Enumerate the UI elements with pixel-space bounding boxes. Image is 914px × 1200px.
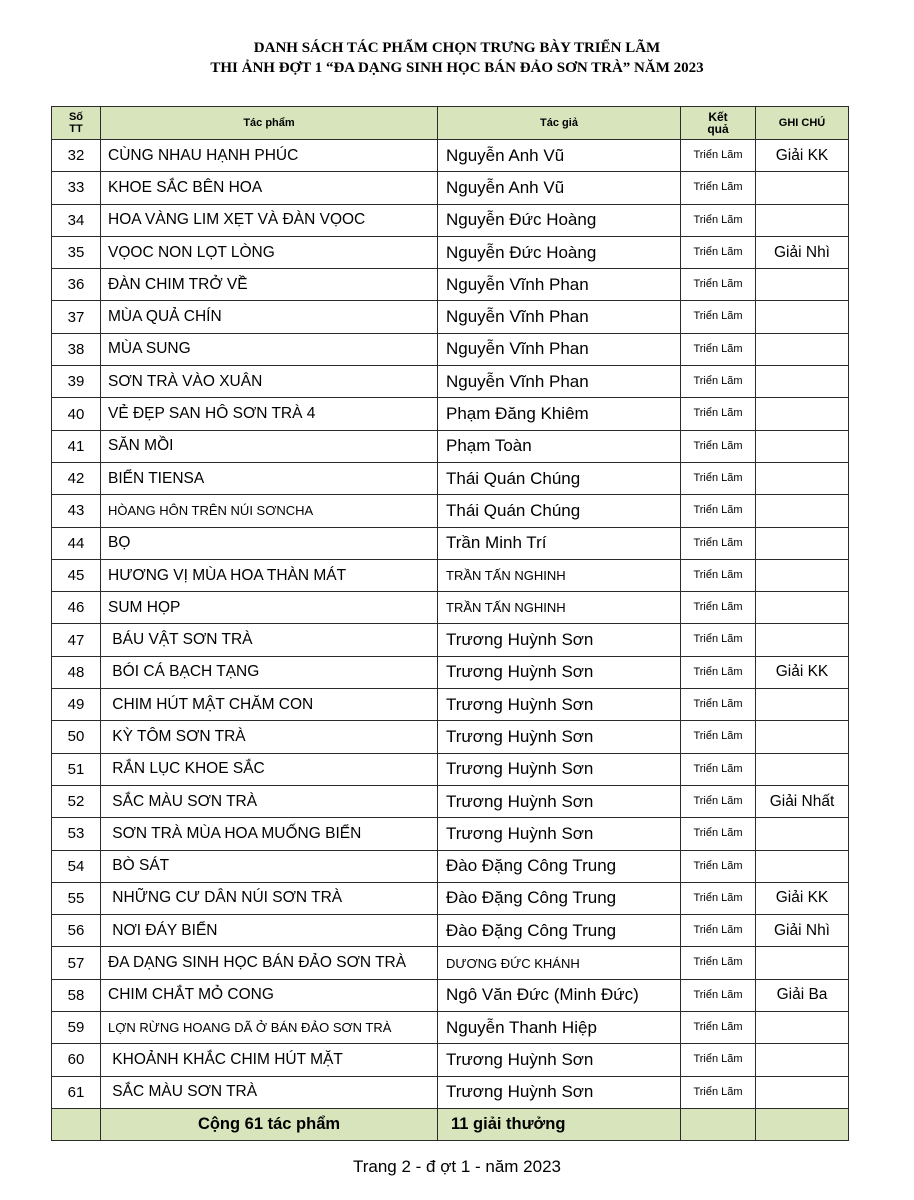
result-cell: Triển Lãm bbox=[681, 979, 756, 1011]
work-title-cell: SẮC MÀU SƠN TRÀ bbox=[101, 785, 438, 817]
work-title-cell: BIỂN TIENSA bbox=[101, 462, 438, 494]
document-title-line1: DANH SÁCH TÁC PHẨM CHỌN TRƯNG BÀY TRIỂN LÃM bbox=[253, 40, 661, 56]
stt-cell: 49 bbox=[52, 689, 101, 721]
result-cell: Triển Lãm bbox=[681, 204, 756, 236]
total-awards: 11 giải thưởng bbox=[438, 1108, 681, 1140]
note-cell bbox=[756, 624, 849, 656]
stt-cell: 41 bbox=[52, 430, 101, 462]
work-title-cell: RẮN LỤC KHOE SẮC bbox=[101, 753, 438, 785]
result-cell: Triển Lãm bbox=[681, 689, 756, 721]
work-title-cell: VẺ ĐẸP SAN HÔ SƠN TRÀ 4 bbox=[101, 398, 438, 430]
result-cell: Triển Lãm bbox=[681, 624, 756, 656]
table-row bbox=[52, 850, 849, 882]
table-row bbox=[52, 495, 849, 527]
page-footer: Trang 2 - đ ợt 1 - năm 2023 bbox=[352, 1157, 561, 1176]
table-row bbox=[52, 753, 849, 785]
work-title-cell: MÙA QUẢ CHÍN bbox=[101, 301, 438, 333]
stt-cell: 60 bbox=[52, 1044, 101, 1076]
header-result: Kết quả bbox=[681, 107, 756, 140]
stt-cell: 45 bbox=[52, 559, 101, 591]
note-cell bbox=[756, 269, 849, 301]
result-cell: Triển Lãm bbox=[681, 366, 756, 398]
work-title-cell: KỲ TÔM SƠN TRÀ bbox=[101, 721, 438, 753]
author-cell: Nguyễn Vĩnh Phan bbox=[438, 269, 681, 301]
stt-cell: 43 bbox=[52, 495, 101, 527]
work-title-cell: CHIM CHẮT MỎ CONG bbox=[101, 979, 438, 1011]
table-row bbox=[52, 624, 849, 656]
author-cell: Đào Đặng Công Trung bbox=[438, 882, 681, 914]
work-title-cell: SƠN TRÀ VÀO XUÂN bbox=[101, 366, 438, 398]
result-cell: Triển Lãm bbox=[681, 559, 756, 591]
note-cell bbox=[756, 527, 849, 559]
stt-cell: 38 bbox=[52, 333, 101, 365]
result-cell: Triển Lãm bbox=[681, 398, 756, 430]
result-cell: Triển Lãm bbox=[681, 333, 756, 365]
stt-cell: 50 bbox=[52, 721, 101, 753]
table-row bbox=[52, 527, 849, 559]
work-title-cell: NƠI ĐÁY BIỂN bbox=[101, 915, 438, 947]
document-title-line2: THI ẢNH ĐỢT 1 “ĐA DẠNG SINH HỌC BÁN ĐẢO SƠN TRÀ” NĂM 2023 bbox=[210, 60, 704, 76]
table-header-row bbox=[52, 107, 849, 140]
table-row bbox=[52, 689, 849, 721]
work-title-cell: CHIM HÚT MẬT CHĂM CON bbox=[101, 689, 438, 721]
table-row bbox=[52, 1044, 849, 1076]
author-cell: Trương Huỳnh Sơn bbox=[438, 1076, 681, 1108]
work-title-cell: BỌ bbox=[101, 527, 438, 559]
stt-cell: 57 bbox=[52, 947, 101, 979]
table-row bbox=[52, 140, 849, 172]
total-row bbox=[52, 1108, 849, 1140]
result-cell: Triển Lãm bbox=[681, 882, 756, 914]
author-cell: Trương Huỳnh Sơn bbox=[438, 753, 681, 785]
total-note-cell bbox=[756, 1108, 849, 1140]
result-cell: Triển Lãm bbox=[681, 1076, 756, 1108]
note-cell bbox=[756, 1012, 849, 1044]
author-cell: Nguyễn Vĩnh Phan bbox=[438, 301, 681, 333]
table-row bbox=[52, 592, 849, 624]
result-cell: Triển Lãm bbox=[681, 527, 756, 559]
result-cell: Triển Lãm bbox=[681, 656, 756, 688]
stt-cell: 40 bbox=[52, 398, 101, 430]
note-cell bbox=[756, 559, 849, 591]
author-cell: Trương Huỳnh Sơn bbox=[438, 818, 681, 850]
work-title-cell: NHỮNG CƯ DÂN NÚI SƠN TRÀ bbox=[101, 882, 438, 914]
author-cell: Ngô Văn Đức (Minh Đức) bbox=[438, 979, 681, 1011]
author-cell: Thái Quán Chúng bbox=[438, 495, 681, 527]
note-cell: Giải Nhì bbox=[756, 236, 849, 268]
author-cell: Thái Quán Chúng bbox=[438, 462, 681, 494]
stt-cell: 36 bbox=[52, 269, 101, 301]
table-row bbox=[52, 204, 849, 236]
author-cell: Nguyễn Đức Hoàng bbox=[438, 236, 681, 268]
table-row bbox=[52, 915, 849, 947]
result-cell: Triển Lãm bbox=[681, 753, 756, 785]
table-row bbox=[52, 721, 849, 753]
work-title-cell: BÓI CÁ BẠCH TẠNG bbox=[101, 656, 438, 688]
result-cell: Triển Lãm bbox=[681, 592, 756, 624]
result-cell: Triển Lãm bbox=[681, 818, 756, 850]
note-cell bbox=[756, 366, 849, 398]
stt-cell: 51 bbox=[52, 753, 101, 785]
work-title-cell: HOA VÀNG LIM XẸT VÀ ĐÀN VỌOC bbox=[101, 204, 438, 236]
note-cell bbox=[756, 1044, 849, 1076]
table-row bbox=[52, 269, 849, 301]
result-cell: Triển Lãm bbox=[681, 1012, 756, 1044]
author-cell: Nguyễn Anh Vũ bbox=[438, 140, 681, 172]
header-note: GHI CHÚ bbox=[756, 107, 849, 140]
stt-cell: 53 bbox=[52, 818, 101, 850]
stt-cell: 52 bbox=[52, 785, 101, 817]
table-row bbox=[52, 333, 849, 365]
work-title-cell: LỢN RỪNG HOANG DÃ Ở BÁN ĐẢO SƠN TRÀ bbox=[101, 1012, 438, 1044]
note-cell bbox=[756, 689, 849, 721]
stt-cell: 42 bbox=[52, 462, 101, 494]
result-cell: Triển Lãm bbox=[681, 301, 756, 333]
result-cell: Triển Lãm bbox=[681, 1044, 756, 1076]
result-cell: Triển Lãm bbox=[681, 947, 756, 979]
stt-cell: 55 bbox=[52, 882, 101, 914]
author-cell: DƯƠNG ĐỨC KHÁNH bbox=[438, 947, 681, 979]
note-cell bbox=[756, 850, 849, 882]
note-cell bbox=[756, 495, 849, 527]
author-cell: Nguyễn Anh Vũ bbox=[438, 172, 681, 204]
stt-cell: 47 bbox=[52, 624, 101, 656]
author-cell: Nguyễn Đức Hoàng bbox=[438, 204, 681, 236]
work-title-cell: MÙA SUNG bbox=[101, 333, 438, 365]
result-cell: Triển Lãm bbox=[681, 915, 756, 947]
stt-cell: 46 bbox=[52, 592, 101, 624]
author-cell: Trương Huỳnh Sơn bbox=[438, 1044, 681, 1076]
author-cell: Đào Đặng Công Trung bbox=[438, 850, 681, 882]
work-title-cell: KHOẢNH KHẮC CHIM HÚT MẶT bbox=[101, 1044, 438, 1076]
total-works: Cộng 61 tác phẩm bbox=[101, 1108, 438, 1140]
result-cell: Triển Lãm bbox=[681, 785, 756, 817]
author-cell: TRẦN TẤN NGHINH bbox=[438, 559, 681, 591]
table-row bbox=[52, 398, 849, 430]
stt-cell: 48 bbox=[52, 656, 101, 688]
author-cell: Nguyễn Thanh Hiệp bbox=[438, 1012, 681, 1044]
table-row bbox=[52, 301, 849, 333]
note-cell bbox=[756, 398, 849, 430]
note-cell: Giải Nhất bbox=[756, 785, 849, 817]
stt-cell: 54 bbox=[52, 850, 101, 882]
result-cell: Triển Lãm bbox=[681, 462, 756, 494]
work-title-cell: HÒANG HÔN TRÊN NÚI SƠNCHA bbox=[101, 495, 438, 527]
work-title-cell: VỌOC NON LỌT LÒNG bbox=[101, 236, 438, 268]
note-cell: Giải Ba bbox=[756, 979, 849, 1011]
work-title-cell: SƠN TRÀ MÙA HOA MUỐNG BIỂN bbox=[101, 818, 438, 850]
stt-cell: 37 bbox=[52, 301, 101, 333]
work-title-cell: ĐÀN CHIM TRỞ VỀ bbox=[101, 269, 438, 301]
result-cell: Triển Lãm bbox=[681, 495, 756, 527]
stt-cell: 32 bbox=[52, 140, 101, 172]
table-row bbox=[52, 462, 849, 494]
result-cell: Triển Lãm bbox=[681, 721, 756, 753]
author-cell: Đào Đặng Công Trung bbox=[438, 915, 681, 947]
table-row bbox=[52, 559, 849, 591]
header-work: Tác phẩm bbox=[101, 107, 438, 140]
note-cell bbox=[756, 301, 849, 333]
result-cell: Triển Lãm bbox=[681, 236, 756, 268]
note-cell bbox=[756, 172, 849, 204]
note-cell bbox=[756, 947, 849, 979]
note-cell bbox=[756, 753, 849, 785]
work-title-cell: SẮC MÀU SƠN TRÀ bbox=[101, 1076, 438, 1108]
note-cell bbox=[756, 462, 849, 494]
table-row bbox=[52, 1012, 849, 1044]
note-cell bbox=[756, 818, 849, 850]
table-row bbox=[52, 1076, 849, 1108]
table-row bbox=[52, 430, 849, 462]
header-stt: Số TT bbox=[52, 107, 101, 140]
table-row bbox=[52, 882, 849, 914]
note-cell bbox=[756, 1076, 849, 1108]
author-cell: Nguyễn Vĩnh Phan bbox=[438, 333, 681, 365]
stt-cell: 35 bbox=[52, 236, 101, 268]
result-cell: Triển Lãm bbox=[681, 140, 756, 172]
note-cell bbox=[756, 721, 849, 753]
stt-cell: 56 bbox=[52, 915, 101, 947]
table-row bbox=[52, 818, 849, 850]
note-cell bbox=[756, 333, 849, 365]
result-cell: Triển Lãm bbox=[681, 850, 756, 882]
author-cell: Phạm Toàn bbox=[438, 430, 681, 462]
note-cell: Giải KK bbox=[756, 140, 849, 172]
author-cell: Trương Huỳnh Sơn bbox=[438, 721, 681, 753]
stt-cell: 59 bbox=[52, 1012, 101, 1044]
table-row bbox=[52, 172, 849, 204]
author-cell: Trương Huỳnh Sơn bbox=[438, 689, 681, 721]
note-cell bbox=[756, 430, 849, 462]
stt-cell: 58 bbox=[52, 979, 101, 1011]
author-cell: Nguyễn Vĩnh Phan bbox=[438, 366, 681, 398]
work-title-cell: ĐA DẠNG SINH HỌC BÁN ĐẢO SƠN TRÀ bbox=[101, 947, 438, 979]
stt-cell: 61 bbox=[52, 1076, 101, 1108]
stt-cell: 34 bbox=[52, 204, 101, 236]
author-cell: TRẦN TẤN NGHINH bbox=[438, 592, 681, 624]
work-title-cell: KHOE SẮC BÊN HOA bbox=[101, 172, 438, 204]
note-cell bbox=[756, 204, 849, 236]
author-cell: Trương Huỳnh Sơn bbox=[438, 624, 681, 656]
author-cell: Trương Huỳnh Sơn bbox=[438, 656, 681, 688]
stt-cell: 33 bbox=[52, 172, 101, 204]
work-title-cell: SĂN MỒI bbox=[101, 430, 438, 462]
note-cell bbox=[756, 592, 849, 624]
table-row bbox=[52, 236, 849, 268]
stt-cell: 39 bbox=[52, 366, 101, 398]
table-row bbox=[52, 947, 849, 979]
total-result-cell bbox=[681, 1108, 756, 1140]
author-cell: Phạm Đăng Khiêm bbox=[438, 398, 681, 430]
author-cell: Trương Huỳnh Sơn bbox=[438, 785, 681, 817]
work-title-cell: CÙNG NHAU HẠNH PHÚC bbox=[101, 140, 438, 172]
table-row bbox=[52, 656, 849, 688]
work-title-cell: BÒ SÁT bbox=[101, 850, 438, 882]
work-title-cell: HƯƠNG VỊ MÙA HOA THÀN MÁT bbox=[101, 559, 438, 591]
table-row bbox=[52, 785, 849, 817]
work-title-cell: BÁU VẬT SƠN TRÀ bbox=[101, 624, 438, 656]
result-cell: Triển Lãm bbox=[681, 269, 756, 301]
note-cell: Giải Nhì bbox=[756, 915, 849, 947]
note-cell: Giải KK bbox=[756, 882, 849, 914]
note-cell: Giải KK bbox=[756, 656, 849, 688]
result-cell: Triển Lãm bbox=[681, 430, 756, 462]
exhibition-table bbox=[51, 106, 849, 1141]
table-row bbox=[52, 366, 849, 398]
header-author: Tác giả bbox=[438, 107, 681, 140]
author-cell: Trần Minh Trí bbox=[438, 527, 681, 559]
result-cell: Triển Lãm bbox=[681, 172, 756, 204]
total-stt-cell bbox=[52, 1108, 101, 1140]
table-row bbox=[52, 979, 849, 1011]
stt-cell: 44 bbox=[52, 527, 101, 559]
work-title-cell: SUM HỌP bbox=[101, 592, 438, 624]
